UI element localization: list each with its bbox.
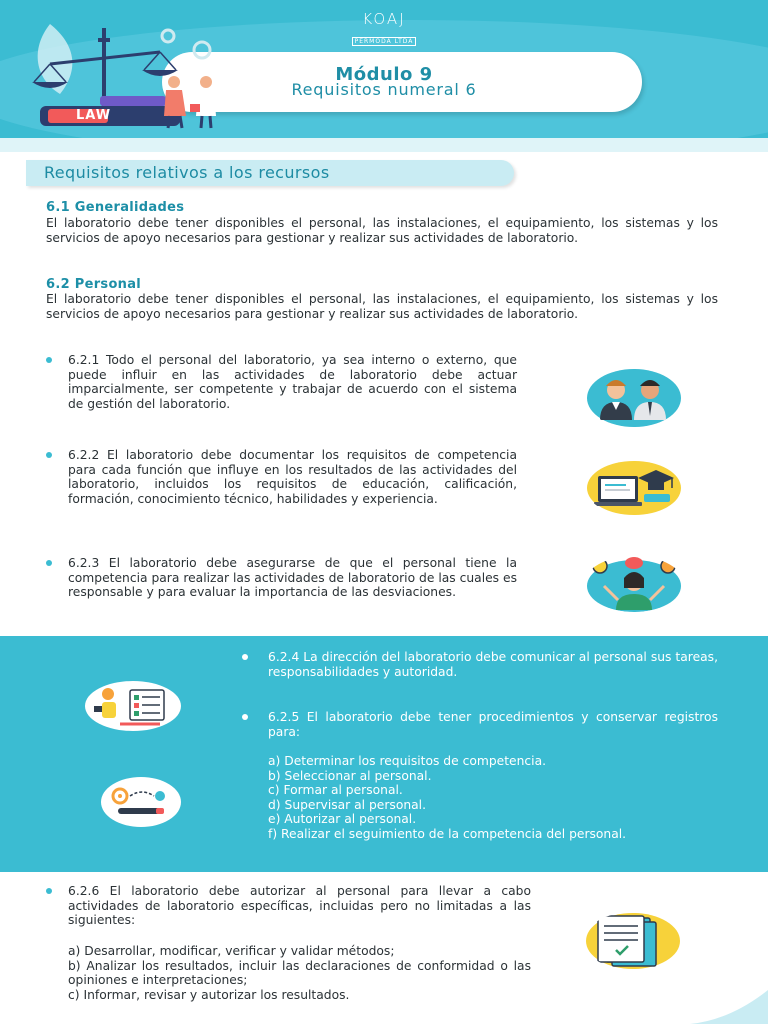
module-title: Módulo 9 (335, 64, 433, 85)
bullet-6-2-6 (46, 888, 52, 894)
bullet-6-2-5 (242, 714, 248, 720)
list-6-2-5 (268, 754, 718, 842)
documents-icon (584, 912, 682, 970)
header-bottom-band (0, 138, 768, 152)
paragraph-6-2: El laboratorio debe tener disponibles el personal, las instalaciones, el equipamiento, los sistemas y los servicios de apoyo necesarios para gestionar y realizar sus actividades de laboratorio. (46, 292, 718, 321)
competence-person-icon (584, 556, 684, 612)
bullet-6-2-4 (242, 654, 248, 660)
logo-main-text: KOAJ (362, 10, 406, 28)
heading-6-2: 6.2 Personal (46, 277, 142, 292)
list-item: b) Analizar los resultados, incluir las declaraciones de conformidad o las opiniones e interpretaciones; (68, 958, 531, 988)
list-item: f) Realizar el seguimiento de la competencia del personal. (268, 826, 627, 841)
module-subtitle: Requisitos numeral 6 (291, 80, 477, 99)
bullet-6-2-1 (46, 357, 52, 363)
heading-6-1: 6.1 Generalidades (46, 200, 185, 215)
paragraph-6-1: El laboratorio debe tener disponibles el personal, las instalaciones, el equipamiento, los sistemas y los servicios de apoyo necesarios para gestionar y realizar sus actividades de laboratorio. (46, 216, 718, 245)
bullet-6-2-2 (46, 452, 52, 458)
people-icon (586, 368, 682, 428)
list-6-2-6 (68, 944, 531, 1002)
law-label: LAW (76, 108, 112, 123)
law-scale-illustration (20, 24, 240, 134)
list-item: e) Autorizar al personal. (268, 812, 417, 827)
task-checklist-icon (84, 680, 182, 732)
education-laptop-icon (586, 460, 682, 516)
item-6-2-2: 6.2.2 El laboratorio debe documentar los requisitos de competencia para cada función que influye en los resultados de las actividades del laboratorio, incluidos los requisitos de educación, calificación, formación, conocimiento técnico, habilidades y experiencia. (68, 448, 517, 506)
list-item: c) Formar al personal. (268, 783, 403, 798)
brand-logo (346, 10, 422, 47)
bullet-6-2-3 (46, 560, 52, 566)
logo-sub-text: PERMODA LTDA (352, 37, 417, 46)
list-item: b) Seleccionar al personal. (268, 768, 432, 783)
section-title: Requisitos relativos a los recursos (44, 163, 330, 182)
item-6-2-5: 6.2.5 El laboratorio debe tener procedimientos y conservar registros para: (268, 710, 718, 739)
process-records-icon (100, 776, 182, 828)
item-6-2-6: 6.2.6 El laboratorio debe autorizar al personal para llevar a cabo actividades de laboratorio específicas, incluidas pero no limitadas a las siguientes: (68, 884, 531, 928)
list-item: d) Supervisar al personal. (268, 797, 427, 812)
list-item: a) Determinar los requisitos de competencia. (268, 754, 547, 768)
list-item: a) Desarrollar, modificar, verificar y validar métodos; (68, 944, 395, 958)
corner-wave (690, 990, 768, 1024)
item-6-2-3: 6.2.3 El laboratorio debe asegurarse de que el personal tiene la competencia para realizar las actividades de laboratorio de las cuales es responsable y para evaluar la importancia de las desviaciones. (68, 556, 517, 600)
item-6-2-1: 6.2.1 Todo el personal del laboratorio, ya sea interno o externo, que puede influir en las actividades de laboratorio debe actuar imparcialmente, ser competente y trabajar de acuerdo con el sistema de gestión del laboratorio. (68, 353, 517, 411)
list-item: c) Informar, revisar y autorizar los resultados. (68, 987, 350, 1002)
item-6-2-4: 6.2.4 La dirección del laboratorio debe comunicar al personal sus tareas, responsabilidades y autoridad. (268, 650, 718, 679)
